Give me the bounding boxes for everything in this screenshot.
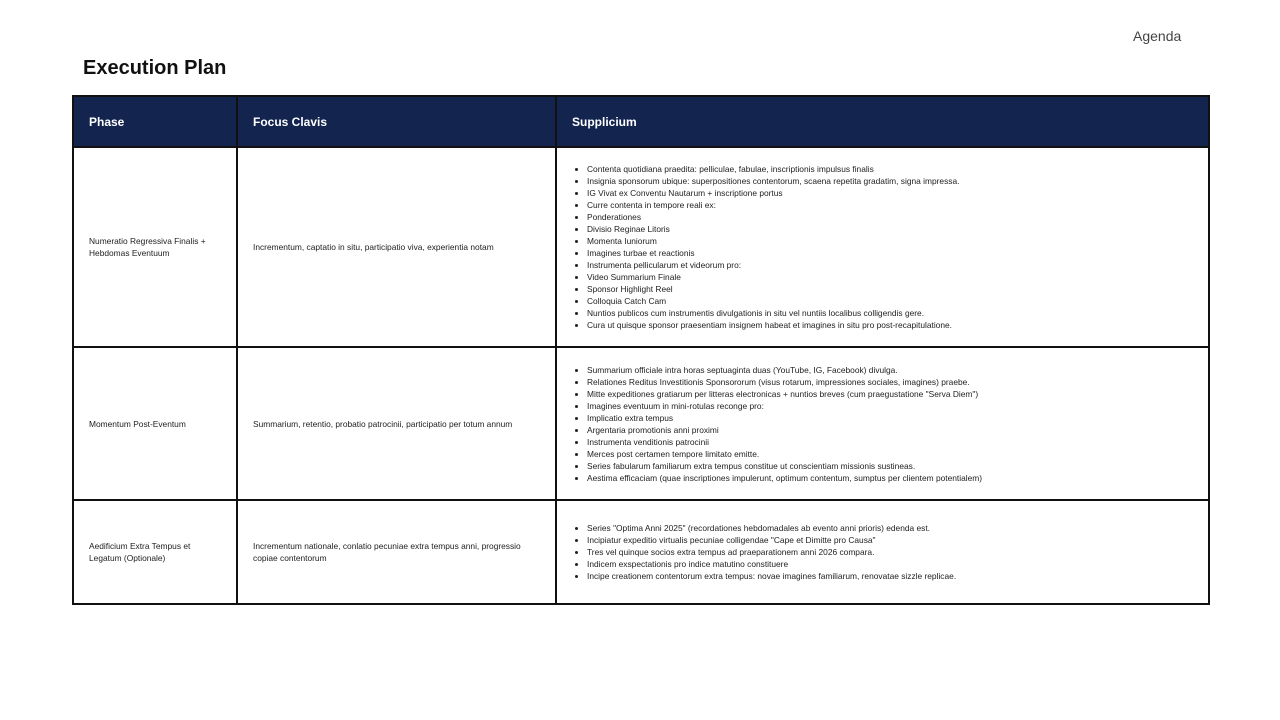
list-item: • Summarium officiale intra horas septuaginta duas (YouTube, IG, Facebook) divulga. xyxy=(587,364,1193,376)
list-item: • Instrumenta pellicularum et videorum pro: xyxy=(587,259,1193,271)
list-item: • Argentaria promotionis anni proximi xyxy=(587,424,1193,436)
list-item: • Insignia sponsorum ubique: superpositiones contentorum, scaena repetita gradatim, signa impressa. xyxy=(587,175,1193,187)
page-title: Execution Plan xyxy=(83,57,227,79)
list-item: • Contenta quotidiana praedita: pelliculae, fabulae, inscriptionis impulsus finalis xyxy=(587,163,1193,175)
list-item: • Imagines eventuum in mini-rotulas reconge pro: xyxy=(587,400,1193,412)
deliverables-cell xyxy=(556,500,1209,604)
list-item: • Instrumenta venditionis patrocinii xyxy=(587,436,1193,448)
header-focus: Focus Clavis xyxy=(237,96,556,147)
list-item: • Cura ut quisque sponsor praesentiam insignem habeat et imagines in situ pro post-recapitulatione. xyxy=(587,319,1193,331)
list-item: • Momenta Iuniorum xyxy=(587,235,1193,247)
focus-cell: Incrementum nationale, conlatio pecuniae extra tempus anni, progressio copiae contentorum xyxy=(237,500,556,604)
deliverables-cell xyxy=(556,147,1209,347)
list-item: • Aestima efficaciam (quae inscriptiones impulerunt, optimum contentum, sumptus per clientem potentialem) xyxy=(587,472,1193,484)
list-item: • Mitte expeditiones gratiarum per litteras electronicas + nuntios breves (cum praegustatione "Serva Diem") xyxy=(587,388,1193,400)
list-item: • Implicatio extra tempus xyxy=(587,412,1193,424)
focus-cell: Incrementum, captatio in situ, participatio viva, experientia notam xyxy=(237,147,556,347)
list-item: • Incipe creationem contentorum extra tempus: novae imagines familiarum, renovatae sizzle replicae. xyxy=(587,570,1193,582)
list-item: • Video Summarium Finale xyxy=(587,271,1193,283)
list-item: • IG Vivat ex Conventu Nautarum + inscriptione portus xyxy=(587,187,1193,199)
list-item: • Divisio Reginae Litoris xyxy=(587,223,1193,235)
list-item: • Incipiatur expeditio virtualis pecuniae colligendae "Cape et Dimitte pro Causa" xyxy=(587,534,1193,546)
header-phase: Phase xyxy=(73,96,237,147)
deliverables-list xyxy=(572,364,1193,484)
list-item: • Colloquia Catch Cam xyxy=(587,295,1193,307)
header-supplicium: Supplicium xyxy=(556,96,1209,147)
list-item: • Imagines turbae et reactionis xyxy=(587,247,1193,259)
list-item: • Tres vel quinque socios extra tempus ad praeparationem anni 2026 compara. xyxy=(587,546,1193,558)
list-item: • Indicem exspectationis pro indice matutino constituere xyxy=(587,558,1193,570)
table-row xyxy=(73,500,1209,604)
deliverables-list xyxy=(572,522,1193,582)
list-item: • Series "Optima Anni 2025" (recordationes hebdomadales ab evento anni prioris) edenda est. xyxy=(587,522,1193,534)
list-item: • Curre contenta in tempore reali ex: xyxy=(587,199,1193,211)
agenda-label[interactable]: Agenda xyxy=(1133,28,1182,44)
phase-cell: Aedificium Extra Tempus et Legatum (Optionale) xyxy=(73,500,237,604)
table-header-row xyxy=(73,96,1209,147)
phase-cell: Momentum Post-Eventum xyxy=(73,347,237,500)
list-item: • Merces post certamen tempore limitato emitte. xyxy=(587,448,1193,460)
deliverables-list xyxy=(572,163,1193,331)
focus-cell: Summarium, retentio, probatio patrocinii, participatio per totum annum xyxy=(237,347,556,500)
phase-cell: Numeratio Regressiva Finalis + Hebdomas Eventuum xyxy=(73,147,237,347)
list-item: • Nuntios publicos cum instrumentis divulgationis in situ vel nuntiis localibus colligendis gere. xyxy=(587,307,1193,319)
list-item: • Sponsor Highlight Reel xyxy=(587,283,1193,295)
list-item: • Relationes Reditus Investitionis Sponsororum (visus rotarum, impressiones sociales, imagines) praebe. xyxy=(587,376,1193,388)
table-row xyxy=(73,347,1209,500)
execution-plan-table xyxy=(72,95,1210,605)
deliverables-cell xyxy=(556,347,1209,500)
table-row xyxy=(73,147,1209,347)
list-item: • Ponderationes xyxy=(587,211,1193,223)
list-item: • Series fabularum familiarum extra tempus constitue ut conscientiam missionis sustineas. xyxy=(587,460,1193,472)
